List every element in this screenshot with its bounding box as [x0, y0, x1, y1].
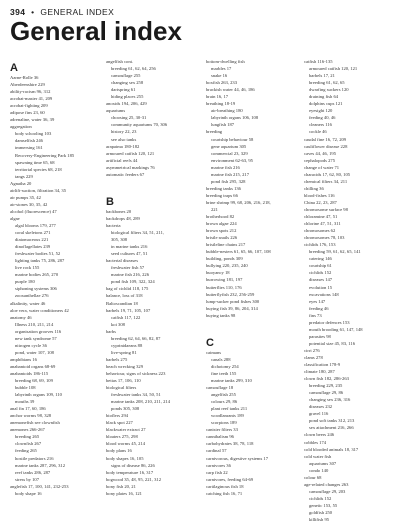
index-subentry: stress by 107 [15, 476, 39, 482]
index-subentry: coral skeletons 271 [15, 230, 51, 236]
index-subentry: diatomaceous 221 [15, 237, 49, 243]
index-entry: classification 178-9 [304, 362, 341, 368]
index-entry: buying tanks 98 [206, 312, 236, 318]
index-entry: burrowing 181, 197 [206, 277, 243, 283]
index-subentry: immersing 161 [15, 145, 43, 151]
index-entry: blood worms 45, 214 [106, 441, 146, 447]
index-subentry: environment 62-63, 95 [211, 157, 253, 163]
index-entry: anglefish 17, 100, 141, 232-253 [10, 483, 69, 489]
index-subentry: fins 73 [309, 312, 322, 318]
index-entry: aloe vera, water conditioners 42 [10, 307, 69, 313]
index-entry: amphibians 16 [10, 356, 37, 362]
index-entry: bogwood 35, 48, 95, 221, 312 [106, 476, 161, 482]
index-entry: adipose fins 23, 60 [10, 110, 45, 116]
page-title: General index [10, 16, 182, 46]
index-subentry: freshwater fish 57 [111, 265, 145, 271]
index-entry: body shapes 16, 105 [106, 455, 144, 461]
index-entry: Baltoscandian 18 [106, 300, 138, 306]
index-letter-heading: A [10, 62, 18, 74]
index-entry: cannibalism 96 [206, 434, 234, 440]
index-entry: beach wrecking 329 [106, 363, 143, 369]
index-entry: barbs [106, 328, 116, 334]
index-entry: chromosomes 78, 103 [304, 235, 345, 241]
index-entry: blood-fishes 116 [304, 192, 335, 198]
index-subentry: aquariums 307 [309, 460, 337, 466]
index-entry: carbohydrates 38, 78, 118 [206, 441, 254, 447]
index-subentry: biological filters 34, 51, 211, [111, 230, 165, 236]
index-entry: chromosomes 62 [304, 228, 336, 234]
index-subentry: air-breathing 180 [211, 108, 243, 114]
index-entry: Agnatha 20 [10, 180, 32, 186]
header-bullet: • [31, 7, 35, 17]
index-subentry: changing sex 236, 316 [309, 397, 351, 403]
index-entry: bony plates 16, 121 [106, 490, 142, 496]
index-subentry: goldfish 250 [309, 510, 333, 515]
index-subentry: marine fish 216, 226 [111, 272, 150, 278]
index-subentry: cichlids 152 [309, 270, 332, 276]
index-entry: cauliflower disease 228 [304, 143, 348, 149]
index-entry: buoyancy 18 [206, 270, 230, 276]
index-entry: cichlids 176, 153 [304, 242, 336, 248]
index-entry: climate 180, 287 [304, 369, 335, 375]
index-entry: building, ponds 309 [206, 256, 243, 262]
index-subentry: eyesight 120 [309, 108, 333, 114]
index-entry: biological filters [106, 385, 137, 391]
index-subentry: 305, 308 [111, 237, 128, 243]
index-subentry: spawning time 65, 68 [15, 159, 55, 165]
index-entry: clams 278 [304, 354, 323, 360]
index-subentry: mouths 39 [15, 399, 35, 405]
index-entry [106, 185, 184, 192]
index-subentry: pond fish 295, 328 [211, 178, 246, 184]
section-name: GENERAL INDEX [40, 7, 115, 17]
index-entry: backbones 20 [106, 208, 132, 214]
index-subentry: clownfish 267 [15, 441, 42, 447]
index-entry: clown beers 246 [304, 432, 335, 438]
index-entry: breathing 18-19 [206, 101, 236, 107]
index-entry: bony fish 20, 21 [106, 483, 136, 489]
index-subentry: catfish 117, 122 [111, 314, 141, 320]
index-entry: bullying 220, 235, 240 [206, 263, 248, 269]
index-entry: breeding [206, 129, 223, 135]
index-subentry: marine bodies 265, 270 [15, 272, 59, 278]
index-entry: brotherhood 82 [206, 214, 235, 220]
index-entry: angelfish cont. [106, 59, 134, 64]
index-subentry: courtship 61 [309, 263, 332, 269]
index-subentry: hiding places 255 [111, 94, 144, 100]
index-subentry: cockle 46 [309, 129, 327, 135]
index-subentry: woodlanrants 189 [211, 413, 244, 419]
index-entry: cold water fish [304, 453, 332, 459]
index-subentry: genetic 153, 55 [309, 502, 338, 508]
index-subentry: camouflage 29, 203 [309, 488, 346, 494]
index-entry [206, 319, 284, 326]
index-entry: bottom-dwelling fish [206, 59, 245, 64]
index-entry: brown spots 212 [206, 228, 237, 234]
index-entry: change of water 71 [304, 164, 340, 170]
index-subentry: cleaners 116 [309, 122, 332, 128]
index-subentry: 221 [211, 206, 218, 212]
index-entry: automatic feeders 67 [106, 171, 145, 177]
index-subentry: condo 140 [309, 467, 329, 473]
index-subentry: cichlids 152 [309, 495, 332, 501]
index-subentry: breeding 61, 62, 65 [309, 80, 345, 86]
index-entry: alcohol (fluorescence) 47 [10, 208, 57, 214]
index-subentry: body schooling 103 [15, 131, 52, 137]
index-subentry: canals 288 [211, 356, 231, 362]
index-entry: aquariums [106, 108, 126, 114]
index-column-4 [304, 58, 382, 523]
index-subentry: parasites 98 [309, 333, 331, 339]
index-subentry: Illness 210, 211, 214 [15, 321, 54, 327]
index-entry: backdrops 48, 289 [106, 215, 140, 221]
index-entry: carnivores 36 [206, 462, 231, 468]
index-subentry: in marine tanks 216 [111, 244, 148, 250]
index-entry: cardinal 57 [206, 448, 227, 454]
index-subentry: snake 16 [211, 73, 228, 79]
index-subentry: dichotomy 254 [211, 363, 239, 369]
index-subentry: labyrinth organs 109, 110 [15, 392, 62, 398]
index-subentry: gene aquarium 305 [211, 143, 247, 149]
index-entry: breeding tanks 136 [206, 185, 241, 191]
index-subentry: feeding 40, 46 [309, 115, 336, 121]
index-subentry: siphoning systems 306 [15, 286, 57, 292]
index-subentry: algal blooms 179, 277 [15, 222, 56, 228]
index-entry: artificial reefs 44 [106, 157, 138, 163]
index-entry: aggregation [10, 124, 32, 130]
index-entry: bioflers 294 [106, 413, 129, 419]
index-subentry: dartspring 61 [111, 87, 136, 93]
index-subentry: see also tanks [111, 136, 137, 142]
index-entry: anchor worms 98, 328 [10, 413, 52, 419]
index-entry: brine shrimp 99, 68, 206, 216, 218, [206, 199, 271, 205]
index-entry: airlift-suction, filtration 34, 35 [10, 187, 67, 193]
index-subentry: barbels 17, 21 [309, 73, 335, 79]
index-entry: China 22, 23, 287 [304, 199, 337, 205]
index-entry: cold blooded animals 18, 317 [304, 446, 359, 452]
index-subentry: purple 180 [15, 279, 35, 285]
index-subentry: community aquariums 70, 306 [111, 122, 168, 128]
index-entry: bettas 17, 106, 110 [106, 378, 141, 384]
index-subentry: courtship behaviour 58 [211, 136, 254, 142]
index-subentry: cyprinidaeans 88 [111, 342, 143, 348]
index-entry: alkalinity, water 46 [10, 300, 46, 306]
index-subentry: breeding 61, 62, 64, 256 [111, 66, 156, 72]
index-entry: caimans [206, 349, 222, 355]
index-entry: cirri 276 [304, 347, 320, 353]
index-entry: black spot 227 [106, 420, 133, 426]
index-entry: carnivores, feeding 64-69 [206, 476, 254, 482]
index-subentry: diseases 147 [309, 277, 333, 283]
index-letter-heading: C [206, 336, 214, 349]
index-entry: bristleline chains 217 [206, 242, 246, 248]
index-subentry: scorpions 189 [211, 420, 237, 426]
index-entry: bristle snails 226 [206, 235, 238, 241]
index-entry: buying fish 39, 86, 204, 314 [206, 305, 258, 311]
index-subentry: choosing 25, 30-31 [111, 115, 147, 121]
index-subentry: potential size 45, 83, 116 [309, 340, 356, 346]
index-entry: barbels 275 [106, 356, 128, 362]
index-entry: anatomy 46 [10, 314, 32, 320]
index-subentry: lungfish 187 [211, 122, 235, 128]
index-subentry: sex attachment 216, 266 [309, 425, 354, 431]
index-subentry: freshwater bodies 51, 52 [15, 251, 61, 257]
index-entry: algae [10, 215, 20, 221]
index-subentry: seed cultures 47, 51 [111, 251, 148, 257]
index-entry: bacteria [106, 222, 121, 228]
index-entry: camouflage 18 [206, 385, 234, 391]
index-subentry: armoured catfish 120, 121 [309, 66, 358, 72]
index-subentry: feeding 46 [309, 305, 329, 311]
index-subentry: tangs 229 [15, 173, 33, 179]
index-entry: behaviour, signs of sickness 223 [106, 370, 166, 376]
index-entry: characids 17, 62, 80, 105 [304, 171, 351, 177]
index-subentry: Recovery-Engineering Park 185 [15, 152, 75, 158]
index-entry: air pumps 35, 42 [10, 194, 41, 200]
index-entry: caudal fine 16, 72, 209 [304, 136, 347, 142]
index-subentry: ponds 305, 308 [111, 406, 140, 412]
index-subentry: labyrinth organs 106, 108 [211, 115, 259, 121]
index-subentry: pond, water 107, 108 [15, 349, 54, 355]
index-subentry: dwarfing suckers 120 [309, 87, 349, 93]
index-entry: brackish water 44, 46, 186 [206, 87, 255, 93]
index-subentry: feeding 265 [15, 448, 37, 454]
index-entry: chloramine 47, 51 [304, 214, 338, 220]
index-subentry: breeding 62, 64, 66, 82, 87 [111, 335, 161, 341]
index-entry: cephalopods 275 [304, 157, 336, 163]
index-subentry: commercial 23, 329 [211, 150, 248, 156]
index-subentry: angelfish 255 [211, 392, 236, 398]
index-subentry: eyes 147 [309, 298, 326, 304]
index-subentry: camouflage 255 [111, 73, 141, 79]
index-subentry: nitrogen cycle 36 [15, 342, 47, 348]
index-entry: carp fish 22 [206, 469, 228, 475]
index-subentry: plant reef tanks 211 [211, 406, 248, 412]
index-entry: canister filters 33 [206, 427, 238, 433]
page-number: 394 [10, 7, 26, 17]
index-subentry: marine tanks 208, 210, 211, 214 [111, 399, 171, 405]
index-columns [10, 58, 401, 523]
index-subentry: zooxanthellae 276 [15, 293, 49, 299]
index-entry: cobbles 174 [304, 439, 327, 445]
index-entry: chemical filters 34, 211 [304, 178, 348, 184]
index-subentry: hostile predators 216 [15, 455, 54, 461]
index-entry: chilling 36 [304, 185, 324, 191]
index-column-1 [10, 58, 88, 497]
index-entry: bubble-nesters 61, 65, 66, 107, 108 [206, 249, 271, 255]
index-entry [106, 178, 184, 185]
index-subentry: killifish 95 [309, 517, 330, 523]
index-subentry: pond soft tanks 312, 213 [309, 418, 355, 424]
index-entry: asymmetrical markings 76 [106, 164, 155, 170]
index-subentry: new tank syndrome 57 [15, 335, 57, 341]
index-subentry: fine teeth 155 [211, 370, 237, 376]
index-entry [206, 326, 284, 333]
index-entry: caves 44, 46, 195 [304, 150, 337, 156]
index-subentry: breeding 265 [15, 434, 40, 440]
index-subentry: bubble 108 [15, 385, 36, 391]
index-letter-heading: B [106, 195, 114, 208]
index-subentry: pond fish 109, 322, 324 [111, 279, 155, 285]
index-subentry: diseases 232 [309, 404, 333, 410]
index-entry: colour 68 [304, 474, 322, 480]
index-entry: chlorine 47, 51, 311 [304, 221, 341, 227]
index-subentry: evolution 15 [309, 284, 333, 290]
index-subentry: signs of disease 86, 226 [111, 462, 155, 468]
index-entry: barbels 19, 71, 105, 107 [106, 307, 151, 313]
index-entry: adrenaline, water 36, 39 [10, 117, 55, 123]
index-subentry: reef tanks 286, 287 [15, 469, 51, 475]
index-entry: anemones 266-267 [10, 427, 45, 433]
index-entry: balance, loss of 318 [106, 293, 143, 299]
index-subentry: catering 146 [309, 256, 332, 262]
index-entry: blackwater extract 27 [106, 427, 146, 433]
index-subentry: draining fish 64 [309, 94, 339, 100]
index-entry: arapaima 180-182 [106, 143, 140, 149]
index-subentry: dinoflagellates 239 [15, 244, 51, 250]
index-subentry: marine fish 215, 217 [211, 171, 250, 177]
index-entry: chromosome surface 98 [304, 206, 348, 212]
index-entry: anoxids 194, 206, 429 [106, 101, 147, 107]
index-subentry: body shape 16 [15, 490, 42, 496]
index-entry: anemonefish see clownfish [10, 420, 60, 426]
index-subentry: marine tanks 287, 296, 312 [15, 462, 66, 468]
index-subentry: marine tanks 299, 310 [211, 378, 252, 384]
index-entry: butterflyfish 232, 256-259 [206, 291, 255, 297]
index-subentry: live-spring 81 [111, 349, 137, 355]
index-column-2 [106, 58, 184, 497]
index-entry: body plans 16 [106, 448, 132, 454]
index-subentry: territorial species 68, 218 [15, 166, 62, 172]
index-entry: bloaters 275, 298 [106, 434, 138, 440]
index-entry: catfish 116-135 [304, 59, 333, 64]
index-entry: anabantoids 186-115 [10, 370, 49, 376]
index-entry: ability-racism 96, 312 [10, 89, 51, 95]
index-subentry: changing sex 258 [111, 80, 144, 86]
index-subentry: breeding 229, 235 [309, 383, 343, 389]
index-entry: body temperature 16, 317 [106, 469, 154, 475]
index-entry: butterflies 110, 176 [206, 284, 242, 290]
index-subentry: history 22, 23 [111, 129, 137, 135]
index-subentry: mouth brooding 61, 147, 148 [309, 326, 363, 332]
index-entry: bacterial diseases [106, 258, 139, 264]
index-subentry: camouflage 29, 86 [309, 390, 344, 396]
index-entry: cartilaginous fish 18 [206, 483, 244, 489]
index-subentry: colours 29, 86 [211, 399, 238, 405]
index-entry: acrobat-fighting 209 [10, 103, 48, 109]
index-entry: Aberdeenshire 229 [10, 82, 45, 88]
index-subentry: marine fish 216 [211, 164, 240, 170]
index-entry: clown fish 182, 286-263 [304, 376, 349, 382]
index-subentry: damselfish 246 [15, 138, 43, 144]
index-subentry: gravel 116 [309, 411, 329, 417]
index-entry: bag of cichlid 118, 175 [106, 286, 149, 292]
index-entry: anabantoid organs 68-69 [10, 363, 56, 369]
index-entry: lump-sucker pond fishes 300 [206, 298, 260, 304]
index-subentry: organisation grooves 116 [15, 328, 62, 334]
index-entry: brown algae 224 [206, 221, 237, 227]
index-entry: catching fish 16, 71 [206, 490, 243, 496]
index-entry: age-related changes 263 [304, 481, 349, 487]
index-subentry: marbles 17 [211, 66, 232, 72]
index-subentry: live rock 155 [15, 265, 40, 271]
index-subentry: lighting tanks 75, 286, 287 [15, 258, 65, 264]
index-entry: boxfish 263, 233 [206, 80, 238, 86]
index-subentry: koi 308 [111, 321, 125, 327]
index-subentry: excavations 148 [309, 291, 339, 297]
index-subentry: predator defences 153 [309, 319, 350, 325]
index-subentry: dolphins cups 121 [309, 101, 343, 107]
index-subentry: breeding 59, 61, 62, 65, 141 [309, 249, 361, 255]
index-subentry: freshwater tanks 34, 50, 51 [111, 392, 161, 398]
index-entry: carnivorous, digestive systems 17 [206, 455, 269, 461]
index-entry: anal fin 17, 60, 186 [10, 406, 46, 412]
index-subentry: breeding 68, 69, 109 [15, 378, 53, 384]
index-entry: brain 16, 17 [206, 94, 229, 100]
index-entry: armoured catfish 120, 121 [106, 150, 155, 156]
index-entry: breeding traps 66 [206, 192, 238, 198]
index-entry: Aarne-Rolle 36 [10, 75, 39, 80]
index-column-3 [206, 58, 284, 497]
index-entry: air-stones 30, 35, 42 [10, 201, 48, 207]
index-entry: acrobat-master 41, 209 [10, 96, 53, 102]
